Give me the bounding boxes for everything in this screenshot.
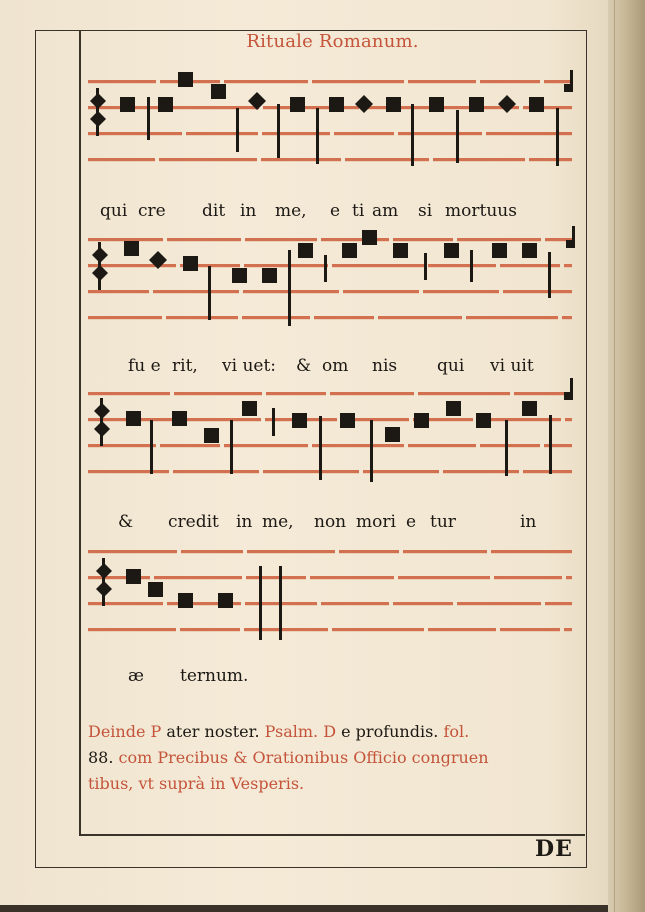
chant-note	[126, 411, 141, 426]
staff-line	[428, 264, 496, 267]
staff-line	[173, 470, 259, 473]
rubric-line-3	[88, 772, 583, 796]
lyric-syllable: vi uet:	[222, 356, 277, 376]
staff-line	[544, 80, 572, 83]
staff-line	[166, 316, 238, 319]
rubric-segment: fol.	[443, 722, 470, 741]
staff-line	[167, 238, 241, 241]
lyrics-line-3	[100, 512, 570, 534]
lyric-syllable: qui	[437, 356, 465, 376]
chant-note	[211, 84, 226, 99]
staff-line	[494, 576, 562, 579]
lyric-syllable: tur	[430, 512, 456, 532]
note-stem	[456, 110, 459, 163]
chant-rhombus	[355, 95, 373, 113]
note-stem	[230, 420, 233, 474]
staff-line	[321, 238, 389, 241]
chant-note	[124, 241, 139, 256]
staff-line	[88, 628, 176, 631]
staff-line	[466, 316, 558, 319]
staff-line	[262, 132, 330, 135]
staff-line	[312, 444, 404, 447]
lyric-syllable: ti	[352, 201, 365, 221]
lyric-syllable: non	[314, 512, 347, 532]
lyric-syllable: qui	[100, 201, 128, 221]
chant-note	[126, 569, 141, 584]
chant-note	[414, 413, 429, 428]
staff-line	[339, 550, 399, 553]
chant-note	[444, 243, 459, 258]
staff-line	[500, 628, 560, 631]
staff-line	[418, 392, 510, 395]
note-stem	[370, 420, 373, 482]
rubric-segment: tibus, vt suprà in Vesperis.	[88, 774, 305, 793]
staff-line	[173, 106, 259, 109]
staff-line	[88, 550, 177, 553]
chant-note	[446, 401, 461, 416]
note-stem	[208, 266, 211, 320]
note-stem	[316, 108, 319, 164]
staff-line	[321, 602, 389, 605]
chant-rhombus	[498, 95, 516, 113]
chant-note	[178, 72, 193, 87]
staff-line	[343, 290, 419, 293]
staff-line	[562, 316, 572, 319]
staff-line	[378, 316, 462, 319]
staff-line	[224, 444, 308, 447]
rubric-line-1	[88, 720, 583, 744]
note-stem	[272, 408, 275, 436]
chant-note	[476, 413, 491, 428]
staff-line	[393, 238, 453, 241]
lyric-syllable: in	[240, 201, 257, 221]
rubric-segment: Deinde P	[88, 722, 162, 741]
rubric-segment: Psalm. D	[264, 722, 337, 741]
chant-note	[158, 97, 173, 112]
staff-line	[330, 392, 414, 395]
running-title: Rituale Romanum.	[246, 31, 419, 52]
note-stem	[319, 416, 322, 480]
chant-note	[262, 268, 277, 283]
staff-line	[486, 132, 572, 135]
staff-line	[310, 576, 394, 579]
rubric-segment: com Precibus & Orationibus Officio congruen	[113, 748, 489, 767]
note-stem	[259, 566, 262, 640]
staff-line	[545, 602, 572, 605]
staff-line	[363, 470, 439, 473]
chant-note	[522, 243, 537, 258]
staff-line	[523, 470, 572, 473]
note-stem	[411, 104, 414, 166]
lyric-syllable: me,	[275, 201, 307, 221]
note-stem	[424, 253, 427, 280]
staff-line	[514, 392, 572, 395]
note-stem	[548, 252, 551, 298]
staff-line	[186, 132, 258, 135]
chant-note	[329, 97, 344, 112]
staff-line	[154, 576, 242, 579]
note-stem	[556, 108, 559, 166]
staff-line	[187, 418, 261, 421]
staff-line	[566, 576, 572, 579]
staff-line	[332, 628, 424, 631]
rubric-segment: e profundis.	[336, 722, 444, 741]
staff-line	[398, 576, 490, 579]
lyric-syllable: fu e	[128, 356, 161, 376]
staff-line	[247, 550, 335, 553]
staff-line	[88, 80, 156, 83]
note-stem	[505, 420, 508, 476]
lyric-syllable: mori	[356, 512, 396, 532]
staff-line	[565, 418, 572, 421]
staff-line	[564, 264, 572, 267]
note-stem	[324, 255, 327, 282]
chant-note	[429, 97, 444, 112]
staff-line	[529, 158, 572, 161]
note-stem	[277, 104, 280, 158]
note-stem	[102, 558, 105, 606]
chant-note	[148, 582, 163, 597]
staff-line	[88, 238, 163, 241]
chant-note	[469, 97, 484, 112]
staff-line	[457, 602, 541, 605]
staff-line	[314, 316, 374, 319]
staff-line	[88, 470, 169, 473]
lyrics-line-1	[100, 201, 570, 223]
staff-line	[246, 576, 306, 579]
lyric-syllable: cre	[138, 201, 166, 221]
staff-line	[345, 158, 429, 161]
note-stem	[288, 250, 291, 326]
lyric-syllable: dit	[202, 201, 226, 221]
staff-line	[242, 316, 310, 319]
staff-line	[480, 444, 540, 447]
chant-note	[232, 268, 247, 283]
chant-note	[290, 97, 305, 112]
lyric-syllable: nis	[372, 356, 398, 376]
note-stem	[100, 398, 103, 446]
chant-note	[342, 243, 357, 258]
staff-line	[332, 264, 424, 267]
lyric-syllable: me,	[262, 512, 294, 532]
note-stem	[549, 415, 552, 474]
staff-line	[88, 392, 170, 395]
lyric-syllable: mortuus	[445, 201, 517, 221]
chant-note	[292, 413, 307, 428]
staff-line	[266, 392, 326, 395]
staff-line	[491, 550, 572, 553]
lyrics-line-2	[100, 356, 570, 378]
chant-note	[242, 401, 257, 416]
chant-note	[492, 243, 507, 258]
rubric-segment: 88.	[88, 748, 114, 767]
lyric-syllable: si	[418, 201, 433, 221]
chant-note	[564, 392, 572, 400]
lyric-syllable: om	[322, 356, 349, 376]
lyric-syllable: in	[236, 512, 253, 532]
note-stem	[279, 566, 282, 640]
staff-line	[245, 238, 317, 241]
staff-line	[312, 80, 404, 83]
lyric-syllable: ternum.	[180, 666, 249, 686]
staff-line	[433, 158, 525, 161]
catchword: DE	[535, 836, 573, 862]
staff-line	[244, 264, 328, 267]
staff-line	[564, 628, 572, 631]
chant-note	[362, 230, 377, 245]
lyric-syllable: æ	[128, 666, 144, 686]
note-stem	[470, 250, 473, 282]
chant-note	[564, 84, 572, 92]
staff-line	[261, 158, 341, 161]
chant-note	[340, 413, 355, 428]
staff-line	[544, 444, 572, 447]
staff-line	[180, 628, 240, 631]
note-stem	[96, 88, 99, 136]
staff-line	[244, 628, 328, 631]
staff-line	[159, 158, 257, 161]
chant-note	[120, 97, 135, 112]
staff-line	[160, 444, 220, 447]
lyric-syllable: credit	[168, 512, 219, 532]
lyric-syllable: in	[520, 512, 537, 532]
staff-line	[334, 132, 394, 135]
staff-line	[88, 158, 155, 161]
staff-line	[408, 80, 476, 83]
staff-line	[174, 392, 262, 395]
note-stem	[236, 108, 239, 152]
chant-note	[172, 411, 187, 426]
chant-note	[183, 256, 198, 271]
note-stem	[147, 97, 150, 140]
chant-note	[393, 243, 408, 258]
staff-line	[88, 602, 163, 605]
staff-line	[423, 290, 499, 293]
chant-note	[386, 97, 401, 112]
chant-note	[204, 428, 219, 443]
note-stem	[150, 420, 153, 474]
chant-note	[529, 97, 544, 112]
rubric-line-2	[88, 746, 583, 770]
chant-note	[522, 401, 537, 416]
staff-line	[181, 550, 243, 553]
staff-line	[153, 290, 239, 293]
chant-note	[218, 593, 233, 608]
lyric-syllable: e	[330, 201, 341, 221]
chant-note	[566, 240, 574, 248]
staff-line	[408, 444, 476, 447]
staff-line	[88, 132, 182, 135]
staff-line	[457, 238, 541, 241]
lyric-syllable: rit,	[172, 356, 198, 376]
lyric-syllable: &	[118, 512, 134, 532]
staff-line	[480, 80, 540, 83]
chant-note	[178, 593, 193, 608]
staff-line	[88, 290, 149, 293]
staff-line	[393, 602, 453, 605]
staff-line	[403, 550, 487, 553]
note-stem	[98, 242, 101, 290]
rubric-segment: ater noster.	[161, 722, 265, 741]
staff-line	[398, 132, 482, 135]
staff-line	[503, 290, 572, 293]
lyric-syllable: am	[372, 201, 399, 221]
lyric-syllable: vi uit	[490, 356, 534, 376]
staff-line	[263, 470, 359, 473]
staff-line	[428, 628, 496, 631]
staff-line	[88, 316, 162, 319]
lyric-syllable: &	[296, 356, 312, 376]
lyrics-line-4	[100, 666, 570, 688]
staff-line	[88, 444, 156, 447]
chant-note	[385, 427, 400, 442]
staff-line	[224, 80, 308, 83]
lyric-syllable: e	[406, 512, 417, 532]
chant-note	[298, 243, 313, 258]
